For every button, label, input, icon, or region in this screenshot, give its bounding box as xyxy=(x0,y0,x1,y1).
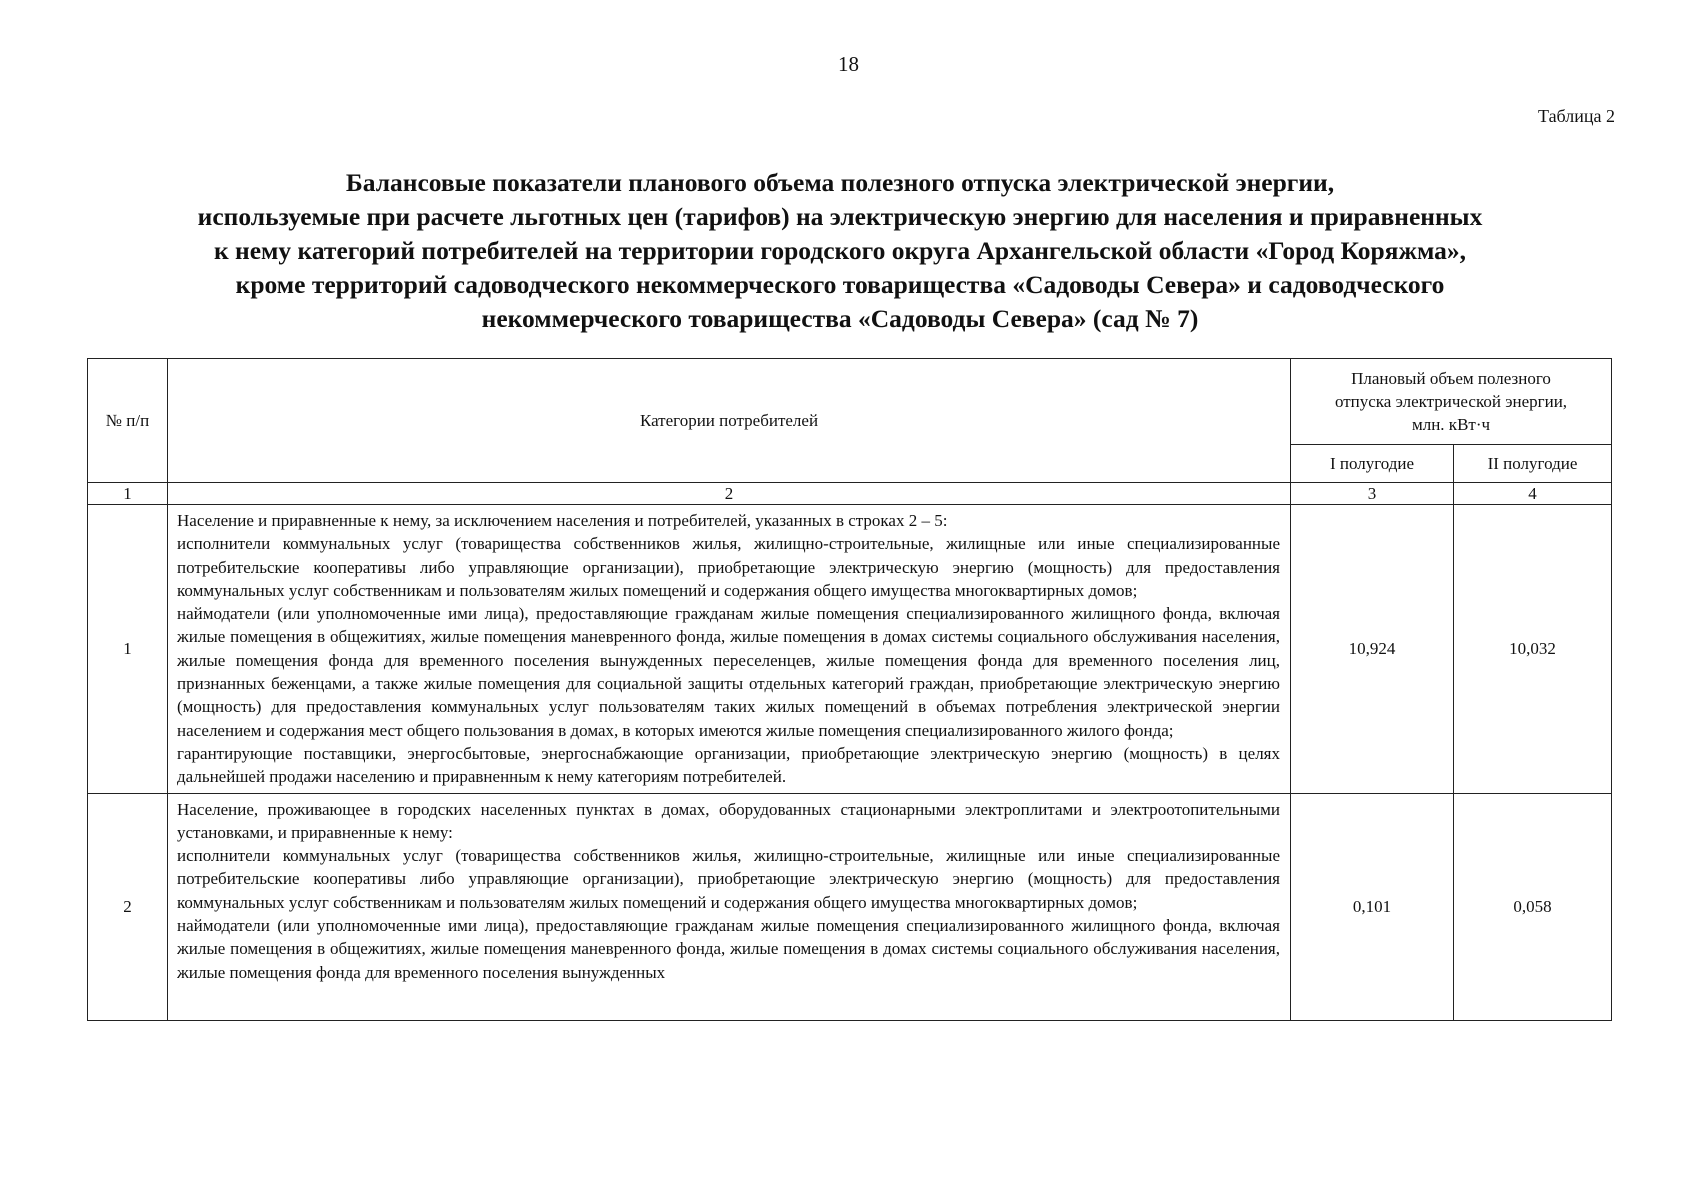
column-number: 2 xyxy=(168,483,1291,505)
description-paragraph: наймодатели (или уполномоченные ими лица), предоставляющие гражданам жилые помещения специализированного жилищного фонда, включая жилые помещения в общежитиях, жилые помещения маневренного фонда, жилые помещения в домах системы социального обслуживания населения, жилые помещения фонда для временного поселения вынужденных xyxy=(177,916,1280,982)
description-paragraph: Население и приравненные к нему, за исключением населения и потребителей, указанных в строках 2 – 5: xyxy=(177,511,948,530)
title-line: кроме территорий садоводческого некоммерческого товарищества «Садоводы Севера» и садоводческого xyxy=(235,270,1445,299)
header-volume: Плановый объем полезного отпуска электрической энергии, млн. кВт·ч xyxy=(1291,359,1612,445)
row-number: 1 xyxy=(88,505,168,794)
header-num: № п/п xyxy=(88,359,168,483)
page-number: 18 xyxy=(838,52,859,76)
category-description xyxy=(168,505,1291,794)
balance-table xyxy=(87,358,1612,1021)
title-line: к нему категорий потребителей на территории городского округа Архангельской области «Город Коряжма», xyxy=(213,236,1467,265)
header-half2: II полугодие xyxy=(1454,445,1612,483)
description-paragraph: гарантирующие поставщики, энергосбытовые, энергоснабжающие организации, приобретающие электрическую энергию (мощность) в целях дальнейшей продажи населению и приравненным к нему категориям потребителей. xyxy=(177,743,1280,787)
description-paragraph: исполнители коммунальных услуг (товарищества собственников жилья, жилищно-строительные, жилищные или иные специализированные потребительские кооперативы либо управляющие организации), приобретающие электрическую энергию (мощность) для предоставления коммунальных услуг собственникам и пользователям жилых помещений и содержания общего имущества многоквартирных домов; xyxy=(177,534,1280,600)
table-label: Таблица 2 xyxy=(1538,106,1615,126)
category-description xyxy=(168,793,1291,1020)
column-number: 4 xyxy=(1454,483,1612,505)
description-paragraph: исполнители коммунальных услуг (товарищества собственников жилья, жилищно-строительные, жилищные или иные специализированные потребительские кооперативы либо управляющие организации), приобретающие электрическую энергию (мощность) для предоставления коммунальных услуг собственникам и пользователям жилых помещений и содержания общего имущества многоквартирных домов; xyxy=(177,846,1280,912)
title-line: Балансовые показатели планового объема полезного отпуска электрической энергии, xyxy=(345,168,1335,197)
volume-half1: 10,924 xyxy=(1291,505,1454,794)
description-paragraph: наймодатели (или уполномоченные ими лица), предоставляющие гражданам жилые помещения специализированного жилищного фонда, включая жилые помещения в общежитиях, жилые помещения маневренного фонда, жилые помещения в домах системы социального обслуживания населения, жилые помещения фонда для временного поселения вынужденных переселенцев, жилые помещения фонда для временного поселения лиц, признанных беженцами, а также жилые помещения для социальной защиты отдельных категорий граждан, приобретающие электрическую энергию (мощность) для предоставления коммунальных услуг пользователям таких жилых помещений в объемах потребления электрической энергии населением и содержания мест общего пользования в домах, в которых имеются жилые помещения специализированного жилого фонда; xyxy=(177,604,1280,740)
title-line: используемые при расчете льготных цен (тарифов) на электрическую энергию для населения и приравненных xyxy=(197,202,1483,231)
table-row xyxy=(88,505,1612,794)
volume-half2: 10,032 xyxy=(1454,505,1612,794)
header-category: Категории потребителей xyxy=(168,359,1291,483)
title-line: некоммерческого товарищества «Садоводы Севера» (сад № 7) xyxy=(481,304,1199,333)
column-number: 3 xyxy=(1291,483,1454,505)
table-row xyxy=(88,793,1612,1020)
column-number: 1 xyxy=(88,483,168,505)
volume-half1: 0,101 xyxy=(1291,793,1454,1020)
volume-half2: 0,058 xyxy=(1454,793,1612,1020)
row-number: 2 xyxy=(88,793,168,1020)
header-half1: I полугодие xyxy=(1291,445,1454,483)
description-paragraph: Население, проживающее в городских населенных пунктах в домах, оборудованных стационарными электроплитами и электроотопительными установками, и приравненные к нему: xyxy=(177,799,1280,842)
document-title xyxy=(100,166,1580,336)
